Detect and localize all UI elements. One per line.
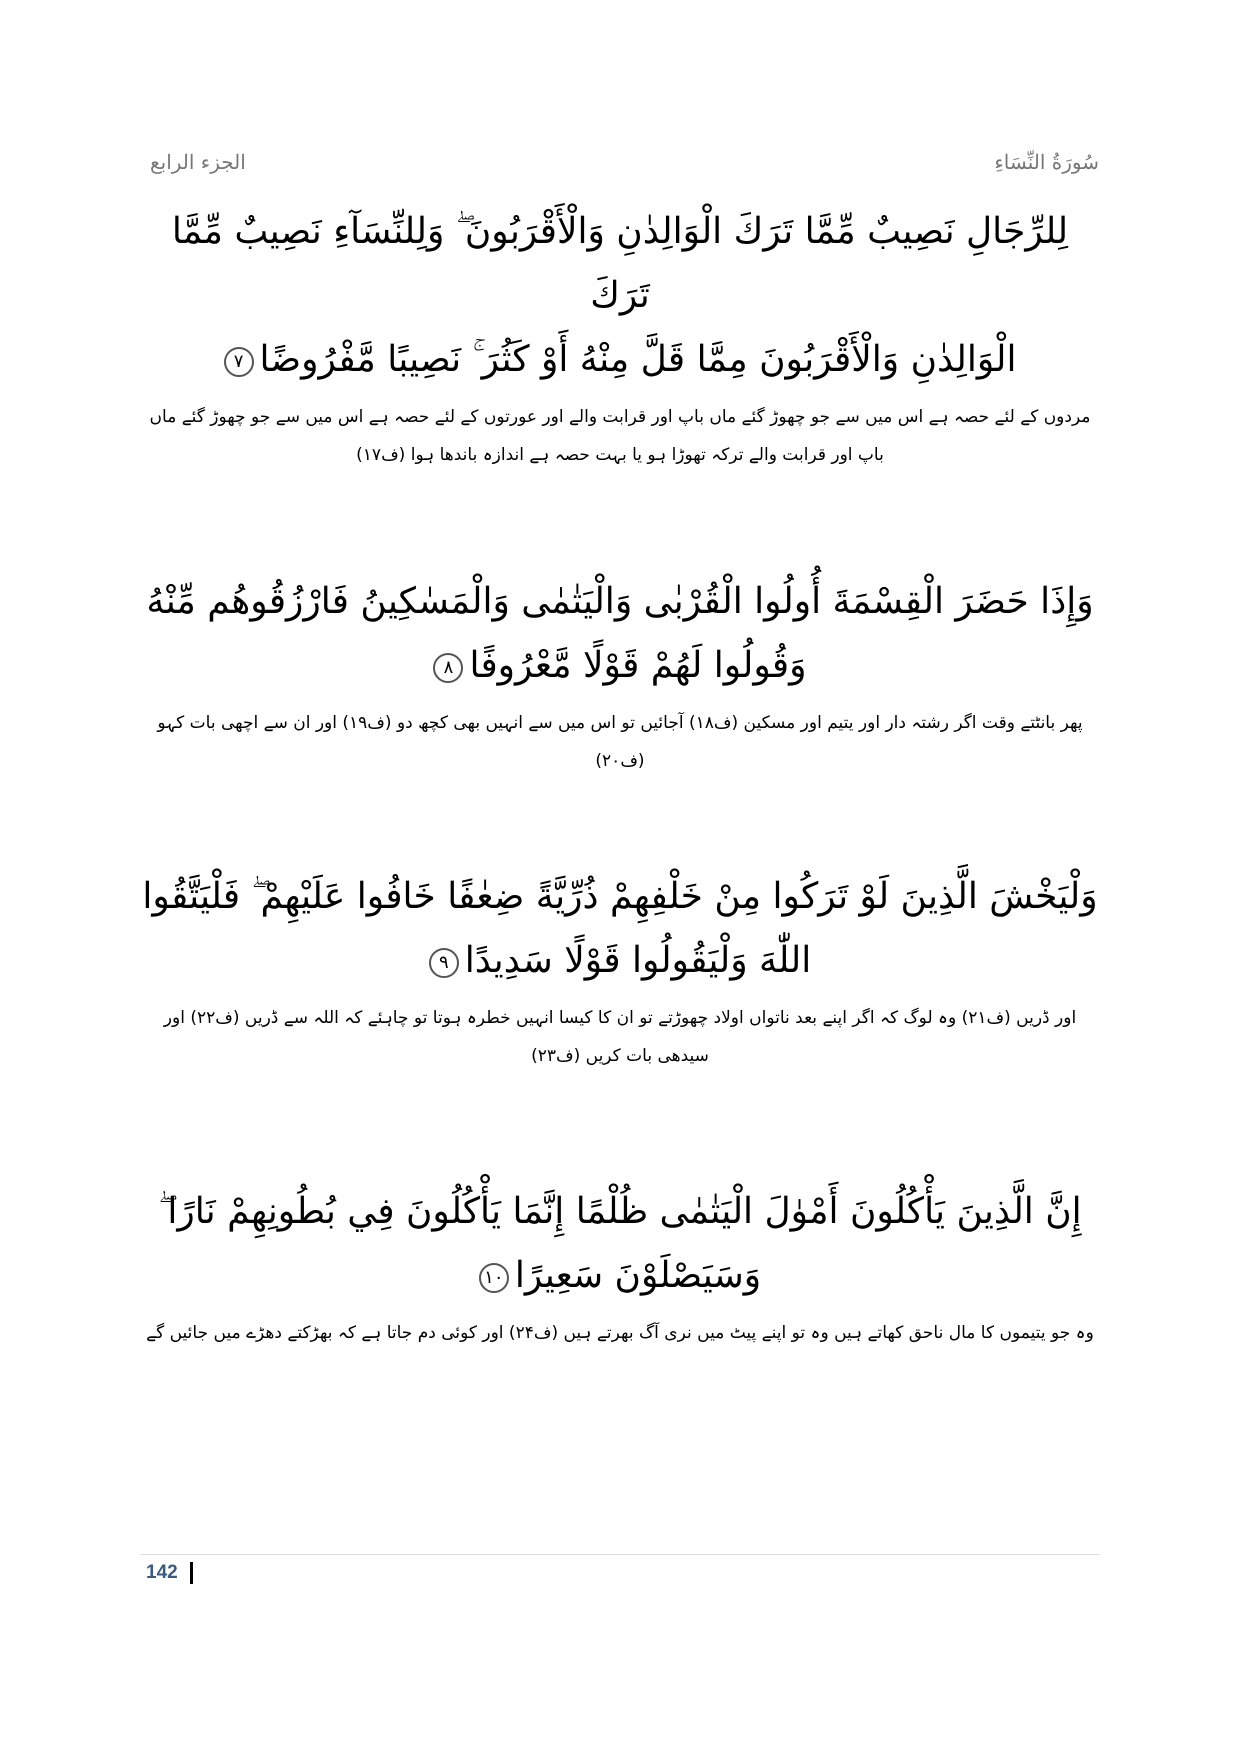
verse-translation: اور ڈریں (ف۲۱) وہ لوگ کہ اگر اپنے بعد ناتواں اولاد چھوڑتے تو ان کا کیسا انہیں خطرہ ہوتا تو چاہئے کہ اللہ سے ڈریں (ف۲۲) اور سیدھی بات کریں (ف۲۳) — [163, 1008, 1077, 1066]
verse-line: لِلرِّجَالِ نَصِيبٌ مِّمَّا تَرَكَ الْوَالِدٰنِ وَالْأَقْرَبُونَ ۖ وَلِلنِّسَآءِ نَصِيبٌ مِّمَّا تَرَكَ — [171, 211, 1069, 316]
verse-block-8 — [140, 570, 1100, 780]
verse-number-marker: ١٠ — [479, 1263, 509, 1293]
verse-arabic — [140, 865, 1100, 993]
verse-translation: پھر بانٹتے وقت اگر رشتہ دار اور یتیم اور مسکین (ف۱۸) آجائیں تو اس میں سے انہیں بھی کچھ دو (ف۱۹) اور ان سے اچھی بات کہو (ف۲۰) — [157, 713, 1083, 771]
footer-divider — [140, 1554, 1100, 1555]
verse-arabic — [140, 570, 1100, 698]
verse-number-marker: ٨ — [433, 653, 463, 683]
juz-name-header: الجزء الرابع — [150, 150, 246, 174]
verse-translation: وہ جو یتیموں کا مال ناحق کھاتے ہیں وہ تو اپنے پیٹ میں نری آگ بھرتے ہیں (ف۲۴) اور کوئی دم جاتا ہے کہ بھڑکتے دھڑے میں جائیں گے — [146, 1323, 1094, 1343]
verse-line: الْوَالِدٰنِ وَالْأَقْرَبُونَ مِمَّا قَلَّ مِنْهُ أَوْ كَثُرَ ۚ نَصِيبًا مَّفْرُوضًا — [259, 339, 1017, 380]
page-number: 142 — [146, 1562, 178, 1583]
page-number-separator — [190, 1562, 193, 1584]
verse-block-7 — [140, 200, 1100, 474]
verse-arabic — [140, 200, 1100, 392]
verse-line: وَإِذَا حَضَرَ الْقِسْمَةَ أُولُوا الْقُرْبٰى وَالْيَتٰمٰى وَالْمَسٰكِينُ فَارْزُقُوهُم مِّنْهُ — [146, 581, 1094, 622]
verse-number-marker: ٧ — [224, 347, 254, 377]
verse-line: وَسَيَصْلَوْنَ سَعِيرًا — [514, 1255, 762, 1296]
verse-line: وَقُولُوا لَهُمْ قَوْلًا مَّعْرُوفًا — [469, 645, 807, 686]
verse-line: وَلْيَخْشَ الَّذِينَ لَوْ تَرَكُوا مِنْ خَلْفِهِمْ ذُرِّيَّةً ضِعٰفًا خَافُوا عَلَيْهِمْ ۖ فَلْيَتَّقُوا — [142, 876, 1098, 917]
verse-line: إِنَّ الَّذِينَ يَأْكُلُونَ أَمْوٰلَ الْيَتٰمٰى ظُلْمًا إِنَّمَا يَأْكُلُونَ فِي بُطُونِهِمْ نَارًا ۖ — [158, 1191, 1082, 1232]
verse-block-9 — [140, 865, 1100, 1075]
verse-line: اللّٰهَ وَلْيَقُولُوا قَوْلًا سَدِيدًا — [464, 940, 812, 981]
verse-number-marker: ٩ — [429, 948, 459, 978]
verse-translation: مردوں کے لئے حصہ ہے اس میں سے جو چھوڑ گئے ماں باپ اور قرابت والے اور عورتوں کے لئے حصہ ہے اس میں سے جو چھوڑ گئے ماں باپ اور قرابت والے ترکہ تھوڑا ہو یا بہت حصہ ہے اندازہ باندھا ہوا (ف۱۷) — [149, 407, 1091, 465]
verse-block-10 — [140, 1180, 1100, 1352]
verse-arabic — [140, 1180, 1100, 1308]
surah-name-header: سُورَةُ النِّسَاءِ — [994, 150, 1099, 174]
